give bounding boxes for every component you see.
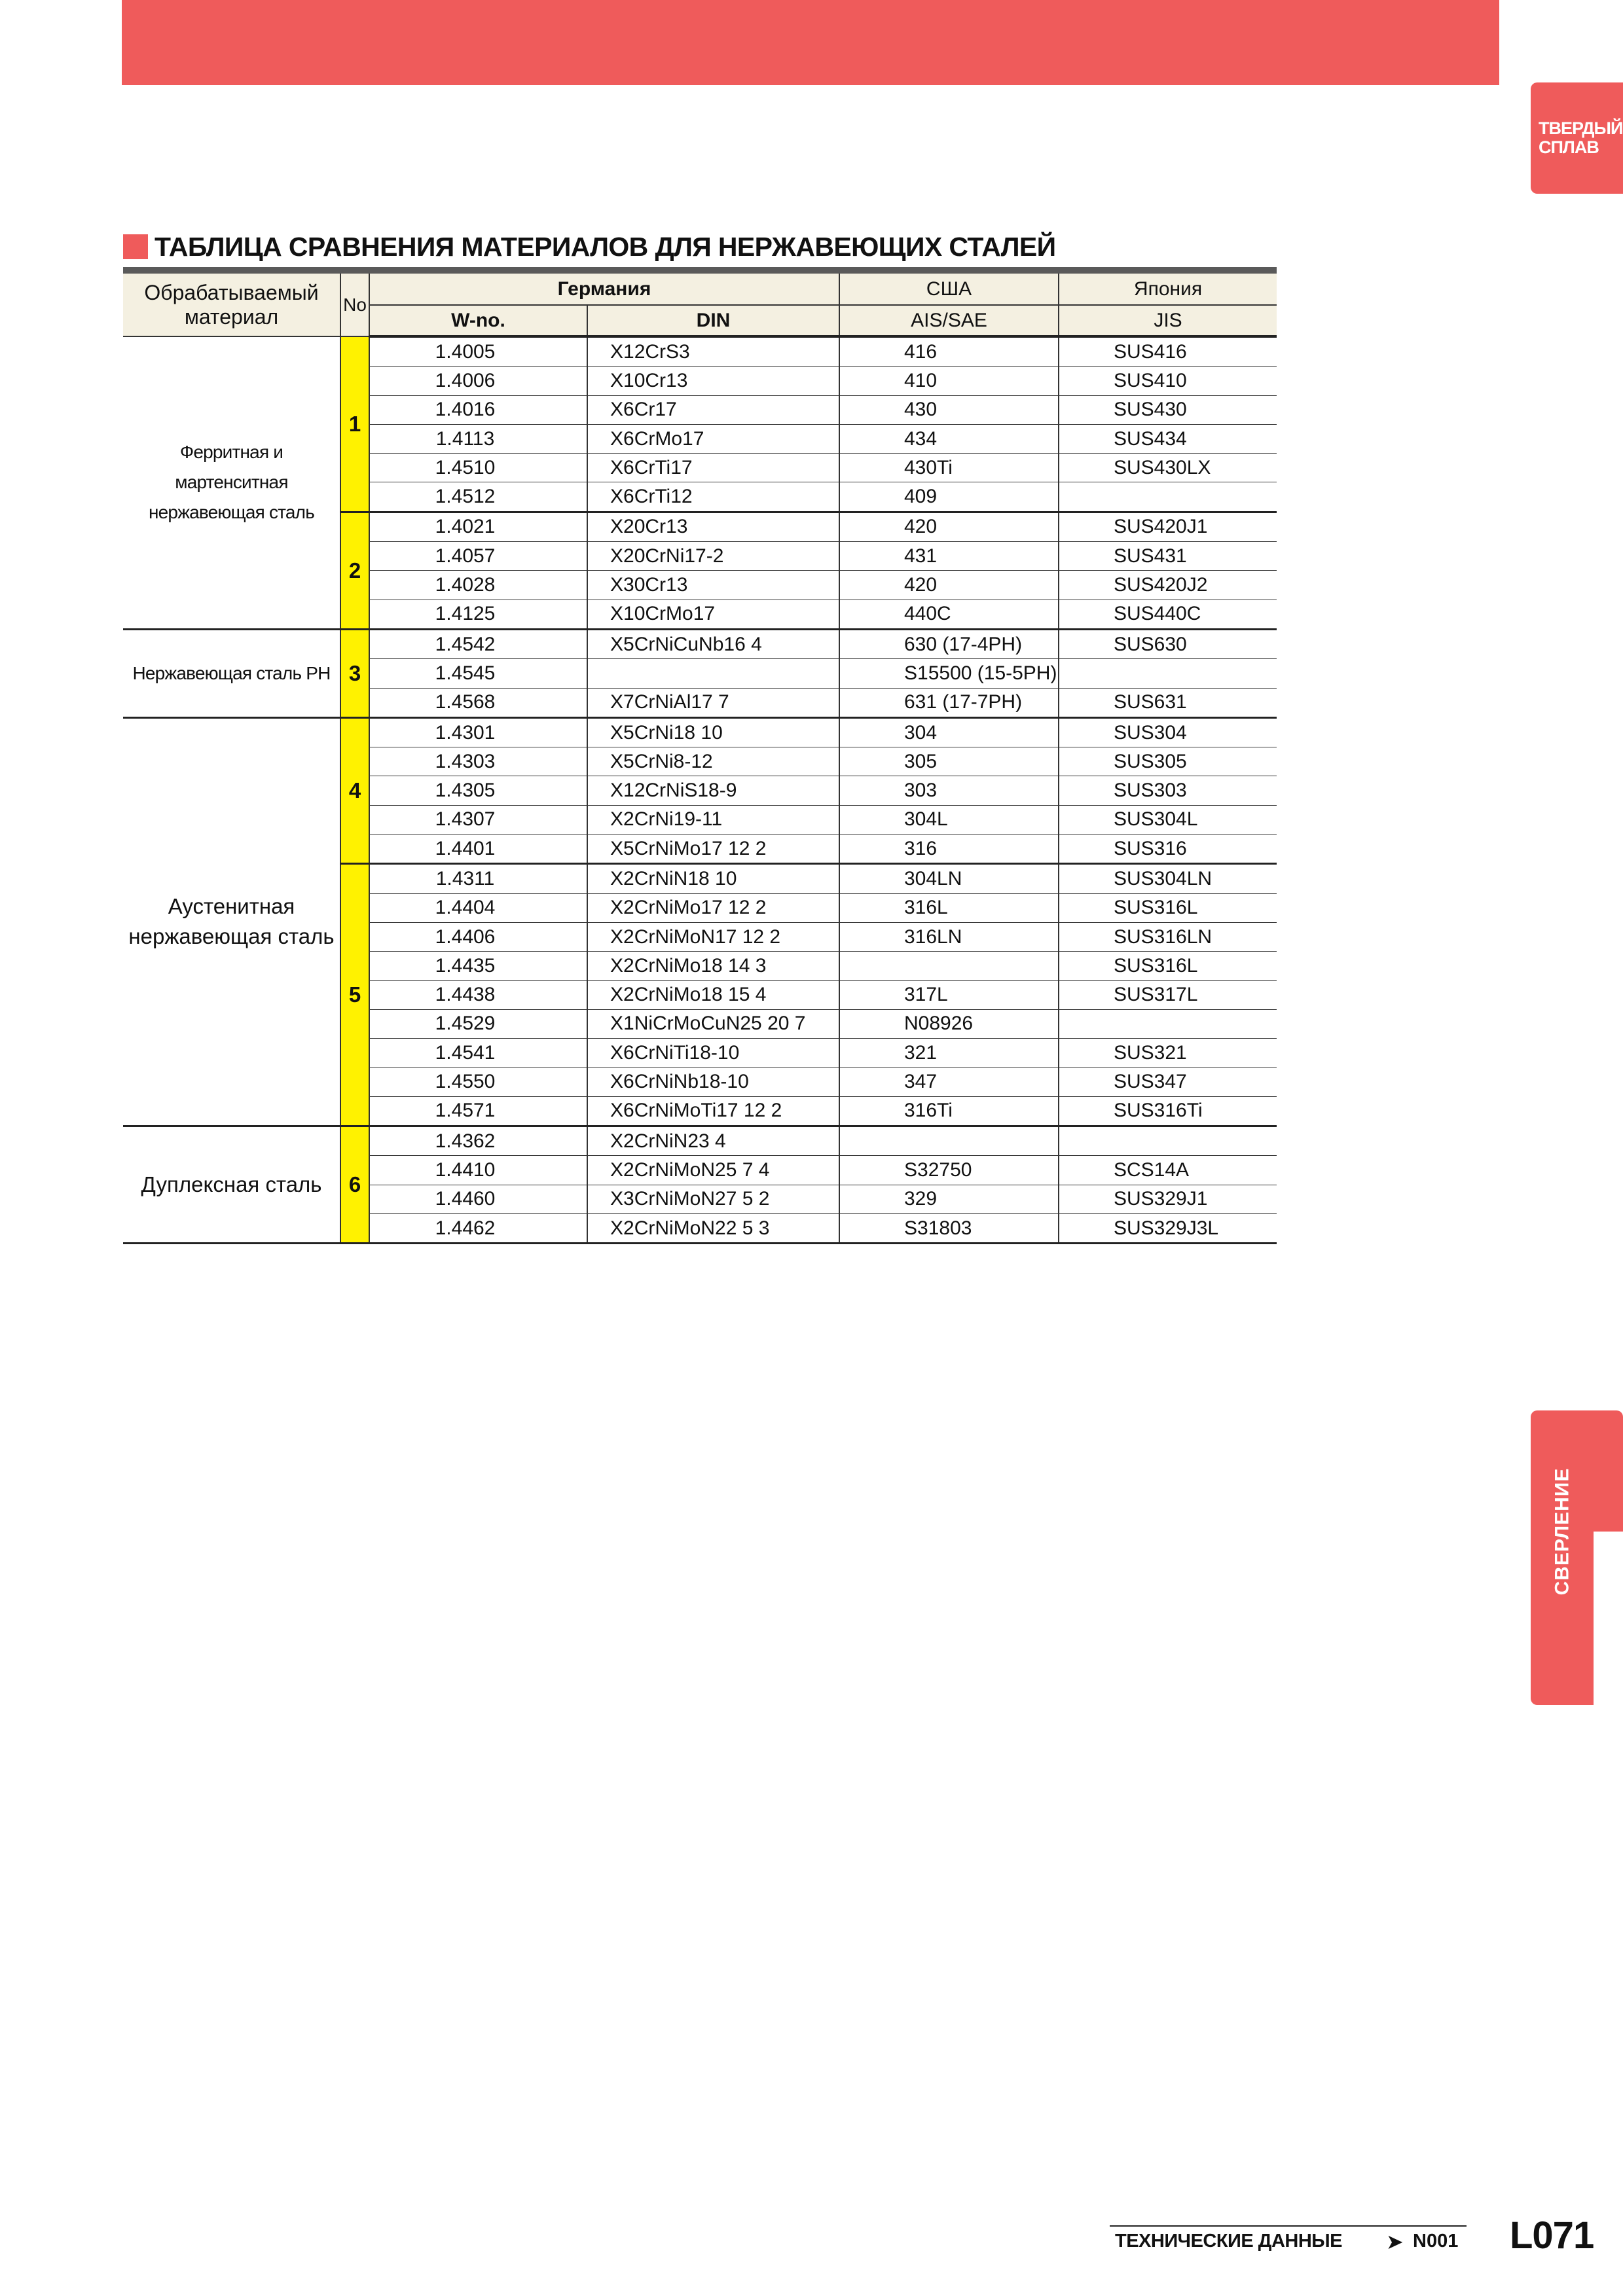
material-group-name: Ферритная и мартенситная нержавеющая сталь (148, 442, 314, 523)
cell-jis (1059, 482, 1277, 512)
cell-wno: 1.4545 (369, 659, 587, 688)
cell-jis: SUS304L (1059, 805, 1277, 834)
cell-din: X6CrNiTi18-10 (587, 1039, 839, 1067)
cell-wno: 1.4301 (369, 717, 587, 747)
cell-ais: 317L (839, 980, 1059, 1009)
cell-wno: 1.4542 (369, 629, 587, 658)
cell-ais: 304 (839, 717, 1059, 747)
cell-wno: 1.4510 (369, 454, 587, 482)
cell-din: X20CrNi17-2 (587, 542, 839, 571)
cell-din (587, 659, 839, 688)
cell-wno: 1.4435 (369, 952, 587, 980)
cell-din: X6CrTi12 (587, 482, 839, 512)
cell-wno: 1.4113 (369, 424, 587, 453)
cell-ais: 631 (17-7PH) (839, 688, 1059, 717)
top-color-band (122, 0, 1499, 85)
subgroup-number: 2 (340, 512, 369, 629)
cell-wno: 1.4512 (369, 482, 587, 512)
cell-jis: SUS316 (1059, 834, 1277, 864)
cell-jis: SUS420J2 (1059, 571, 1277, 600)
subgroup-number: 3 (340, 629, 369, 717)
cell-din: X2CrNiN18 10 (587, 864, 839, 893)
header-usa: США (839, 274, 1059, 305)
cell-jis (1059, 659, 1277, 688)
cell-wno: 1.4550 (369, 1067, 587, 1096)
cell-din: X2CrNiMoN25 7 4 (587, 1156, 839, 1185)
cell-ais: 329 (839, 1185, 1059, 1213)
cell-din: X10Cr13 (587, 367, 839, 395)
cell-din: X3CrNiMoN27 5 2 (587, 1185, 839, 1213)
table-row (123, 336, 1277, 367)
cell-ais: S32750 (839, 1156, 1059, 1185)
material-group-label (123, 336, 340, 629)
table-row (123, 629, 1277, 658)
header-material: Обрабатываемый материал (123, 274, 340, 336)
cell-ais: 409 (839, 482, 1059, 512)
cell-din: X6CrTi17 (587, 454, 839, 482)
cell-jis: SUS631 (1059, 688, 1277, 717)
cell-din: X10CrMo17 (587, 600, 839, 629)
cell-din: X2CrNiMoN17 12 2 (587, 922, 839, 951)
cell-jis: SUS416 (1059, 336, 1277, 367)
cell-din: X6Cr17 (587, 395, 839, 424)
material-group-name: Аустенитная нержавеющая сталь (128, 894, 335, 949)
subgroup-number: 4 (340, 717, 369, 863)
cell-din: X5CrNi18 10 (587, 717, 839, 747)
cell-wno: 1.4305 (369, 776, 587, 805)
cell-ais: 431 (839, 542, 1059, 571)
subgroup-number: 5 (340, 864, 369, 1126)
cell-din: X2CrNiN23 4 (587, 1126, 839, 1156)
cell-jis: SUS304LN (1059, 864, 1277, 893)
cell-jis: SUS321 (1059, 1039, 1277, 1067)
material-group-name: Нержавеющая сталь PH (132, 662, 331, 683)
tab-drilling-label: СВЕРЛЕНИЕ (1551, 1467, 1573, 1596)
cell-wno: 1.4005 (369, 336, 587, 367)
cell-din: X2CrNi19-11 (587, 805, 839, 834)
table-row (123, 1126, 1277, 1156)
cell-ais: 316L (839, 893, 1059, 922)
cell-wno: 1.4404 (369, 893, 587, 922)
cell-din: X5CrNiMo17 12 2 (587, 834, 839, 864)
cell-wno: 1.4057 (369, 542, 587, 571)
cell-ais: S31803 (839, 1213, 1059, 1243)
cell-wno: 1.4016 (369, 395, 587, 424)
subgroup-number: 1 (340, 336, 369, 512)
cell-ais: 430 (839, 395, 1059, 424)
cell-jis: SUS304 (1059, 717, 1277, 747)
material-group-label (123, 717, 340, 1126)
cell-ais: 316 (839, 834, 1059, 864)
cell-din: X30Cr13 (587, 571, 839, 600)
cell-ais: 347 (839, 1067, 1059, 1096)
cell-wno: 1.4362 (369, 1126, 587, 1156)
cell-jis: SUS329J3L (1059, 1213, 1277, 1243)
cell-wno: 1.4021 (369, 512, 587, 541)
cell-din: X2CrNiMo18 15 4 (587, 980, 839, 1009)
cell-din: X2CrNiMo17 12 2 (587, 893, 839, 922)
cell-ais: 416 (839, 336, 1059, 367)
cell-din: X12CrS3 (587, 336, 839, 367)
cell-jis: SUS431 (1059, 542, 1277, 571)
tab-drilling[interactable] (1531, 1410, 1594, 1705)
page-number: L071 (1510, 2214, 1594, 2257)
cell-din: X6CrNiMoTi17 12 2 (587, 1096, 839, 1126)
cell-ais: 410 (839, 367, 1059, 395)
cell-ais: 434 (839, 424, 1059, 453)
cell-wno: 1.4571 (369, 1096, 587, 1126)
header-germany: Германия (369, 274, 839, 305)
cell-jis: SUS329J1 (1059, 1185, 1277, 1213)
cell-wno: 1.4541 (369, 1039, 587, 1067)
header-japan: Япония (1059, 274, 1277, 305)
cell-ais: 316Ti (839, 1096, 1059, 1126)
cell-ais: 305 (839, 747, 1059, 776)
tab-carbide-label: ТВЕРДЫЙ СПЛАВ (1539, 118, 1623, 157)
section-title (123, 230, 1056, 263)
cell-ais: S15500 (15-5PH) (839, 659, 1059, 688)
header-jis: JIS (1059, 305, 1277, 336)
cell-jis: SUS316Ti (1059, 1096, 1277, 1126)
cell-din: X20Cr13 (587, 512, 839, 541)
cell-jis: SUS303 (1059, 776, 1277, 805)
cell-jis: SUS305 (1059, 747, 1277, 776)
cell-din: X2CrNiMo18 14 3 (587, 952, 839, 980)
tab-carbide[interactable] (1531, 82, 1623, 194)
cell-jis: SUS630 (1059, 629, 1277, 658)
arrow-right-icon: ➤ (1386, 2230, 1404, 2253)
cell-ais: N08926 (839, 1009, 1059, 1038)
table-row (123, 717, 1277, 747)
cell-ais: 304LN (839, 864, 1059, 893)
cell-din: X5CrNi8-12 (587, 747, 839, 776)
footer-rule (1110, 2225, 1467, 2227)
footer (1110, 2225, 1476, 2255)
table-top-rule (123, 267, 1277, 274)
cell-wno: 1.4568 (369, 688, 587, 717)
material-group-label (123, 1126, 340, 1244)
cell-din: X2CrNiMoN22 5 3 (587, 1213, 839, 1243)
cell-wno: 1.4410 (369, 1156, 587, 1185)
cell-jis: SCS14A (1059, 1156, 1277, 1185)
cell-jis: SUS430 (1059, 395, 1277, 424)
cell-jis (1059, 1009, 1277, 1038)
title-marker-icon (123, 234, 148, 259)
footer-ref-link[interactable]: N001 (1413, 2231, 1459, 2251)
cell-wno: 1.4438 (369, 980, 587, 1009)
cell-wno: 1.4462 (369, 1213, 587, 1243)
cell-din: X6CrNiNb18-10 (587, 1067, 839, 1096)
cell-ais: 304L (839, 805, 1059, 834)
cell-wno: 1.4311 (369, 864, 587, 893)
cell-din: X12CrNiS18-9 (587, 776, 839, 805)
cell-wno: 1.4028 (369, 571, 587, 600)
header-din: DIN (587, 305, 839, 336)
cell-wno: 1.4401 (369, 834, 587, 864)
cell-jis: SUS434 (1059, 424, 1277, 453)
header-ais: AIS/SAE (839, 305, 1059, 336)
cell-din: X7CrNiAl17 7 (587, 688, 839, 717)
cell-ais: 440C (839, 600, 1059, 629)
comparison-table (123, 267, 1277, 1244)
cell-jis: SUS410 (1059, 367, 1277, 395)
cell-ais: 420 (839, 512, 1059, 541)
cell-jis (1059, 1126, 1277, 1156)
tab-drilling-notch (1588, 1410, 1623, 1532)
table-body (123, 336, 1277, 1244)
page-title: ТАБЛИЦА СРАВНЕНИЯ МАТЕРИАЛОВ ДЛЯ НЕРЖАВЕЮЩИХ СТАЛЕЙ (155, 231, 1056, 262)
material-group-label (123, 629, 340, 717)
cell-wno: 1.4125 (369, 600, 587, 629)
cell-din: X5CrNiCuNb16 4 (587, 629, 839, 658)
cell-wno: 1.4303 (369, 747, 587, 776)
header-wno: W-no. (369, 305, 587, 336)
subgroup-number: 6 (340, 1126, 369, 1244)
header-no: No (340, 274, 369, 336)
cell-jis: SUS440C (1059, 600, 1277, 629)
cell-jis: SUS347 (1059, 1067, 1277, 1096)
cell-wno: 1.4307 (369, 805, 587, 834)
cell-jis: SUS420J1 (1059, 512, 1277, 541)
cell-jis: SUS316L (1059, 952, 1277, 980)
cell-din: X6CrMo17 (587, 424, 839, 453)
cell-ais: 321 (839, 1039, 1059, 1067)
cell-ais (839, 1126, 1059, 1156)
footer-label: ТЕХНИЧЕСКИЕ ДАННЫЕ (1115, 2231, 1343, 2251)
cell-ais: 630 (17-4PH) (839, 629, 1059, 658)
cell-wno: 1.4460 (369, 1185, 587, 1213)
cell-ais: 316LN (839, 922, 1059, 951)
cell-wno: 1.4406 (369, 922, 587, 951)
cell-wno: 1.4529 (369, 1009, 587, 1038)
cell-jis: SUS316LN (1059, 922, 1277, 951)
material-group-name: Дуплексная сталь (141, 1172, 322, 1197)
cell-jis: SUS316L (1059, 893, 1277, 922)
cell-ais (839, 952, 1059, 980)
cell-ais: 303 (839, 776, 1059, 805)
cell-din: X1NiCrMoCuN25 20 7 (587, 1009, 839, 1038)
cell-ais: 420 (839, 571, 1059, 600)
cell-wno: 1.4006 (369, 367, 587, 395)
cell-jis: SUS317L (1059, 980, 1277, 1009)
cell-jis: SUS430LX (1059, 454, 1277, 482)
cell-ais: 430Ti (839, 454, 1059, 482)
